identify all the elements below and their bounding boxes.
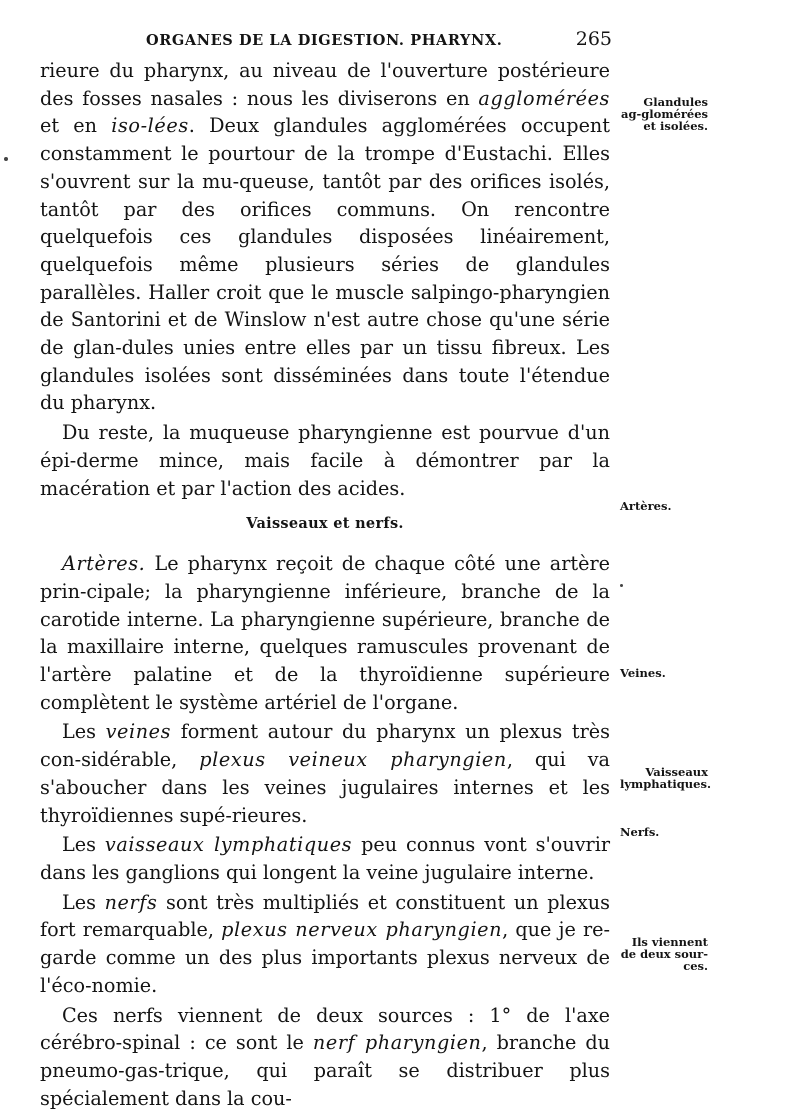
text-run: Le pharynx reçoit de chaque côté une artère prin-cipale; la pharyngienne inférieure, branche de la carotide interne. La pharyngienne supérieure, branche de la maxillaire interne, quelques ramuscules provenant de l'artère palatine et de la thyroïdienne supérieure complètent le système artériel de l'organe. xyxy=(40,552,610,714)
text-run: , branche du pneumo-gas-trique, qui paraît se distribuer plus spécialement dans la cou- xyxy=(40,1031,610,1110)
text-run: Les xyxy=(62,890,105,914)
margin-note-glandules: Glandules ag-glomérées et isolées. xyxy=(621,95,708,133)
italic-term: iso-lées xyxy=(111,114,189,138)
text-run: peu connus vont s'ouvrir dans les ganglions qui longent la veine jugulaire interne. xyxy=(40,833,611,884)
italic-term: vaisseaux lymphatiques xyxy=(104,833,353,857)
paragraph-lymphatiques xyxy=(40,831,610,886)
section-heading: Vaisseaux et nerfs. xyxy=(246,515,404,533)
italic-term: veines xyxy=(105,720,172,744)
italic-term: plexus veineux pharyngien xyxy=(199,748,507,772)
paragraph-nerfs xyxy=(40,889,610,1000)
running-header xyxy=(146,28,612,50)
margin-note-sources: Ils viennent de deux sour-ces. xyxy=(620,935,708,973)
text-run: et en xyxy=(40,114,112,138)
italic-term: nerfs xyxy=(104,890,158,914)
text-run: , qui va s'aboucher dans les veines jugulaires internes et les thyroïdiennes supé-rieures. xyxy=(40,748,610,827)
margin-note-vaisseaux: Vaisseaux lymphatiques. xyxy=(620,765,711,791)
text-run: sont très multipliés et constituent un plexus fort remarquable, xyxy=(40,890,610,942)
running-title: ORGANES DE LA DIGESTION. PHARYNX. xyxy=(146,32,503,49)
text-run: , que je re-garde comme un des plus importants plexus nerveux de l'éco-nomie. xyxy=(40,918,610,997)
text-run: Les xyxy=(62,720,106,744)
main-text xyxy=(40,57,610,1114)
italic-term: agglomérées xyxy=(478,86,610,110)
text-run: forment autour du pharynx un plexus très con-sidérable, xyxy=(40,720,610,772)
paragraph-muqueuse: Du reste, la muqueuse pharyngienne est pourvue d'un épi-derme mince, mais facile à démontrer par la macération et par l'action des acides. xyxy=(40,421,610,500)
text-run: . Deux glandules agglomérées occupent constamment le pourtour de la trompe d'Eustachi. Elles s'ouvrent sur la mu-queuse, tantôt par des orifices isolés, tantôt par des orifices communs. On rencontre quelquefois ces glandules disposées linéairement, quelquefois même plusieurs séries de glandules parallèles. Haller croit que le muscle salpingo-pharyngien de Santorini et de Winslow n'est autre chose qu'une série de glan-dules unies entre elles par un tissu fibreux. Les glandules isolées sont disséminées dans toute l'étendue du pharynx. xyxy=(40,114,610,415)
paragraph-sources xyxy=(40,1002,610,1113)
italic-term: nerf pharyngien xyxy=(312,1031,482,1055)
margin-note-arteres: Artères. xyxy=(620,499,672,513)
margin-note-nerfs: Nerfs. xyxy=(620,825,660,839)
paragraph-veines xyxy=(40,718,610,829)
paragraph-glandules xyxy=(40,57,610,417)
italic-term: Artères. xyxy=(62,552,146,576)
text-run: rieure du pharynx, au niveau de l'ouverture postérieure des fosses nasales : nous les diviserons en xyxy=(40,59,610,110)
text-run: Les xyxy=(62,833,105,857)
paragraph-arteres xyxy=(40,550,610,716)
italic-term: plexus nerveux pharyngien xyxy=(221,918,503,942)
margin-note-veines: Veines. xyxy=(620,666,666,680)
ink-speck xyxy=(620,584,623,587)
page-number: 265 xyxy=(575,28,612,50)
ink-speck xyxy=(4,157,8,161)
text-run: Ces nerfs viennent de deux sources : 1° de l'axe cérébro-spinal : ce sont le xyxy=(40,1003,610,1055)
